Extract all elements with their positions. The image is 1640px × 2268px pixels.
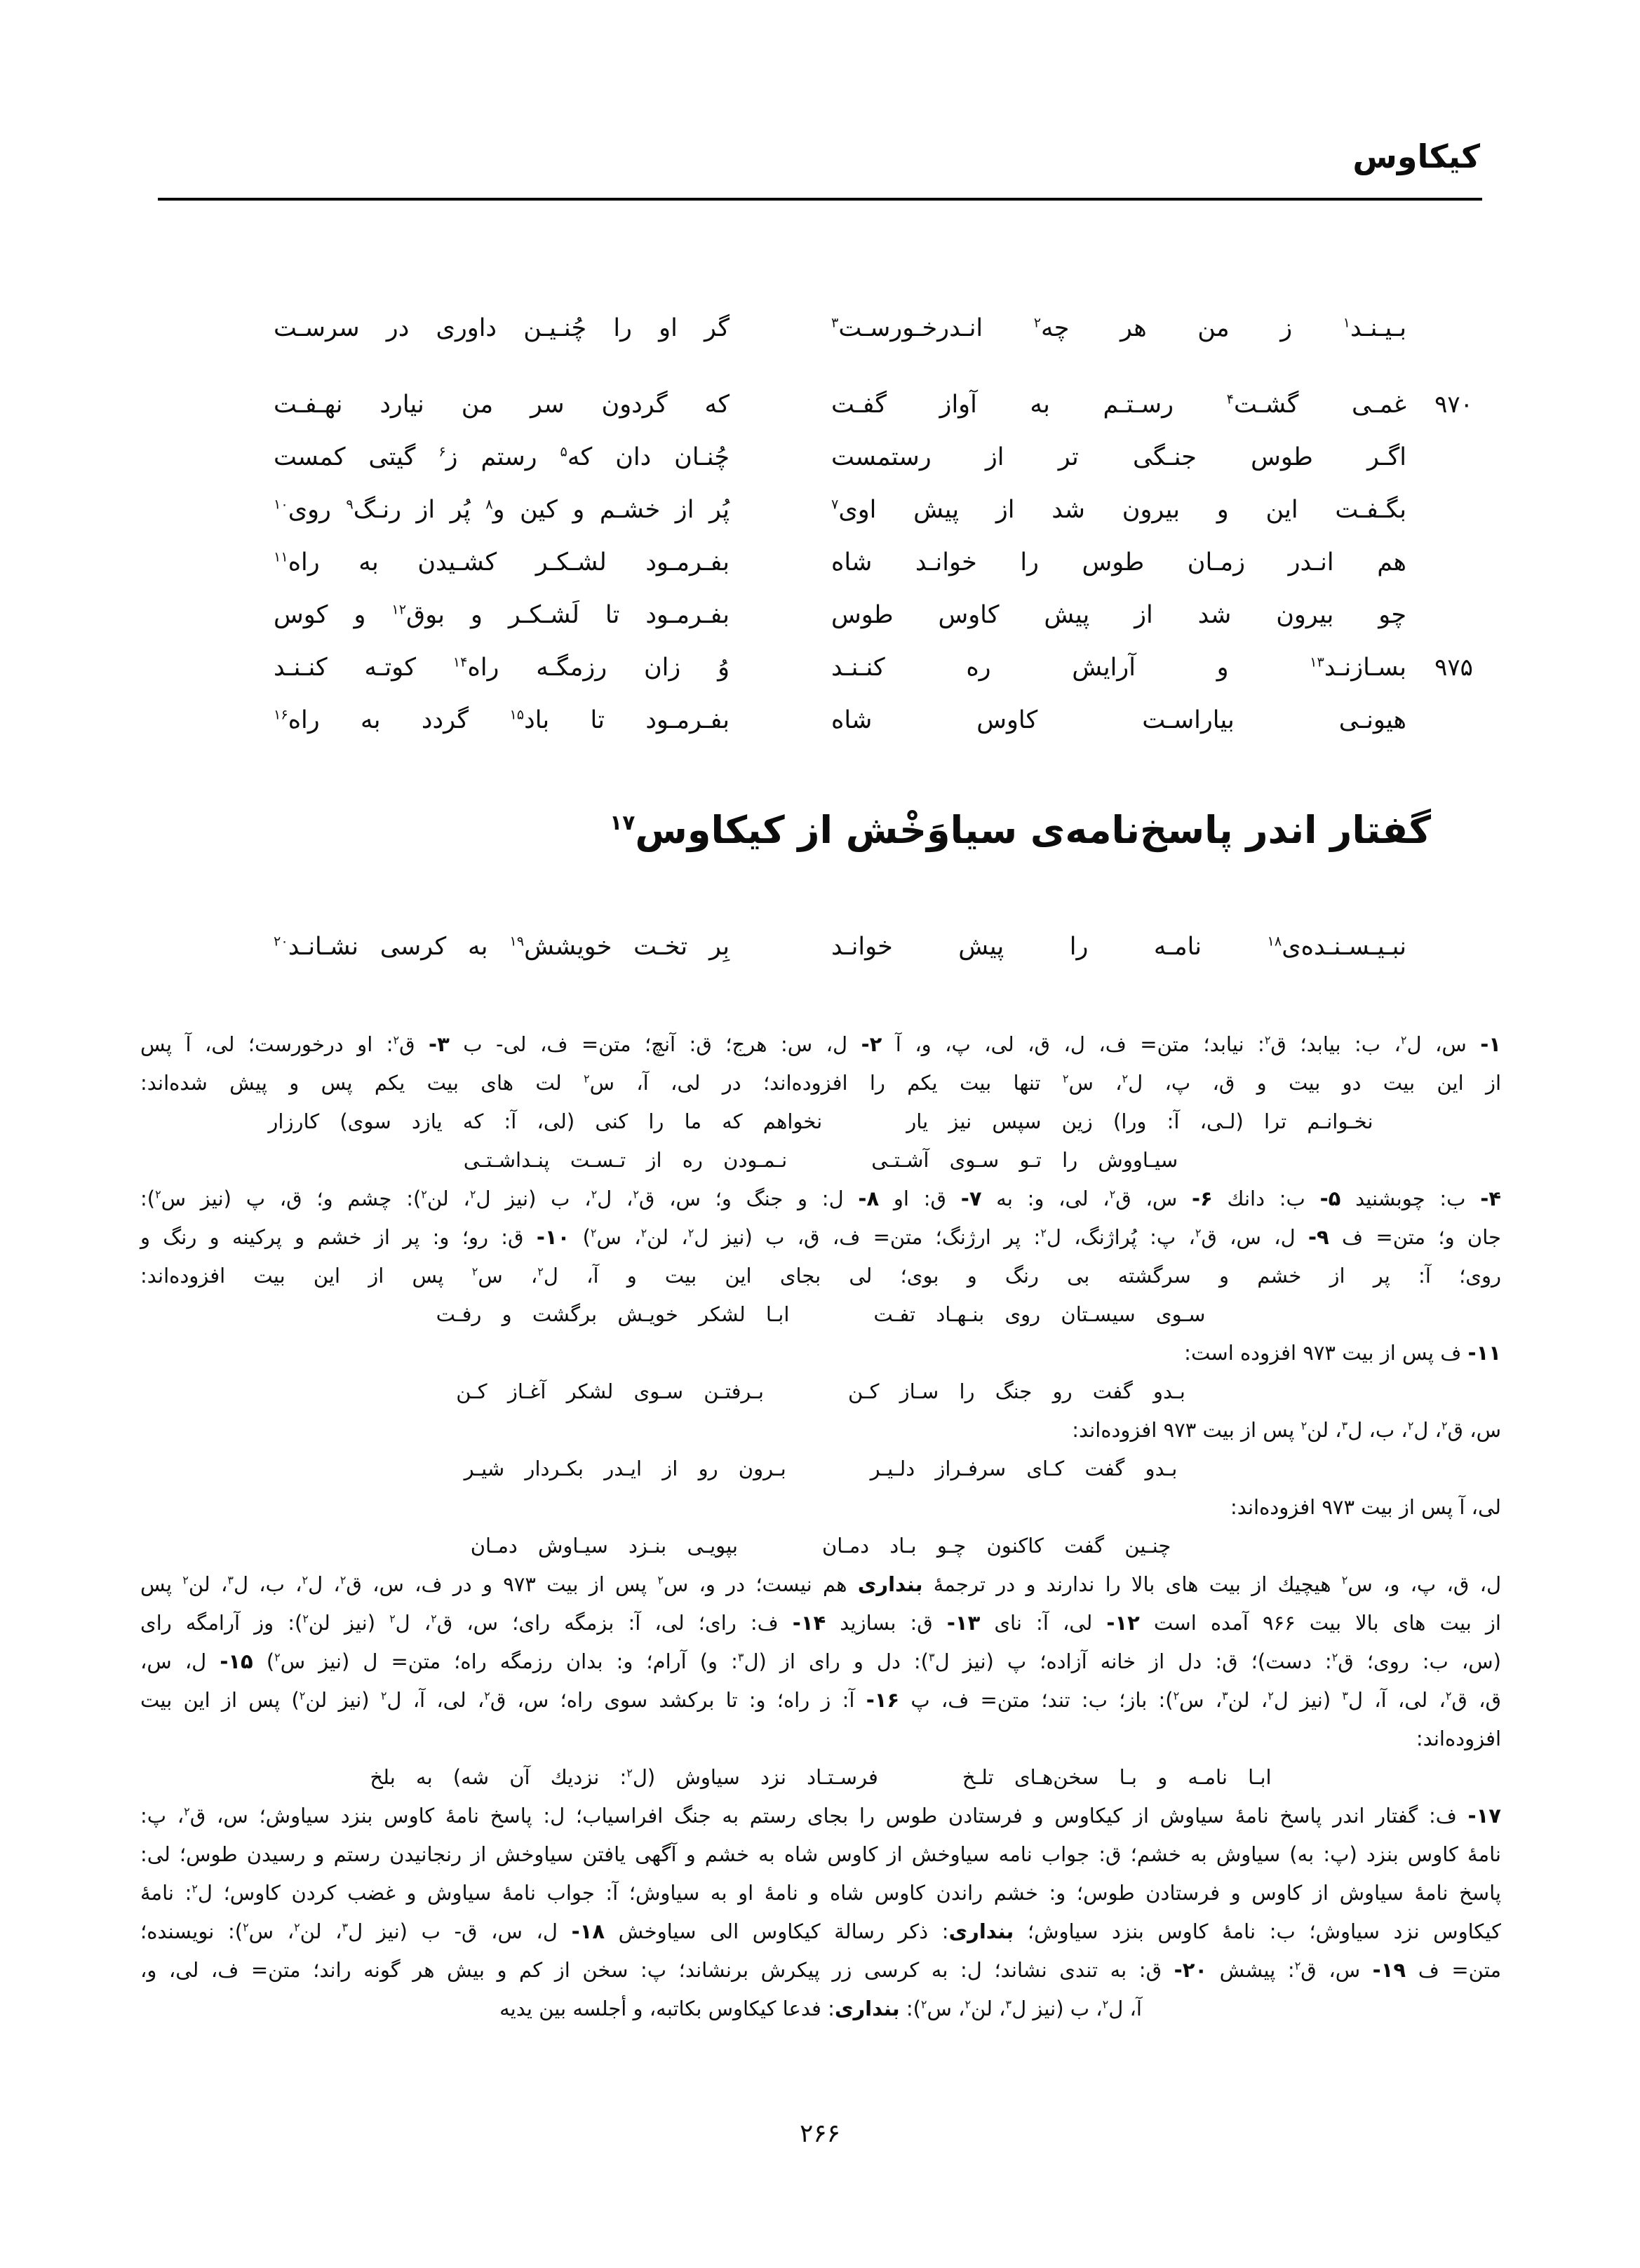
quote-hemistich-left: نـمـودن ره از تـسـت پنـداشـتـی [463,1148,788,1172]
apparatus-line: ۱۱- ف پس از بیت ۹۷۳ افزوده است: [1184,1341,1501,1365]
hemistich-right: هیونـی بیاراسـت کاوس شاه [831,706,1406,734]
apparatus-line: افزوده‌اند: [1416,1727,1501,1750]
apparatus-verse-quote [140,1102,1501,1141]
verse-row [140,548,1501,601]
apparatus-line: جان و؛ متن= ف ۹- ل، س، ق$^۲$، پ: پُراژنگ، ل$^۲$: پر ارژنگ؛ متن= ف، ق، ب (نیز ل$^۲$، لن$^۲$، س$^۲$) ۱۰- ق: رو؛ و: پر از خشم و پرکینه و رنگ و [140,1225,1501,1249]
hemistich-right: هم انـدر زمـان طوس را خوانـد شاه [831,548,1406,576]
hemistich-left: که گردون سر من نیارد نهـفـت [274,391,730,419]
apparatus-verse-quote [140,1758,1501,1797]
verse-number: ۹۷۰ [1434,391,1473,419]
quote-hemistich-left: بپویـی بنـزد سیـاوش دمـان [470,1534,738,1558]
verse-row [140,706,1501,759]
verse-row [140,314,1501,367]
quote-hemistich-right: بـدو گفت کـای سرفـراز دلـیـر [870,1457,1178,1480]
hemistich-left: بفـرمـود لشـکـر کشـیدن به راه$^{۱۱}$ [274,548,730,576]
apparatus-verse-quote [140,1527,1501,1565]
hemistich-left: بفـرمـود تا لَشـکـر و بوق$^{۱۲}$ و کوس [274,601,730,629]
verse-row [140,391,1501,443]
apparatus-line: از این بیت دو بیت و ق، پ، ل$^۲$، س$^۲$ تنها بیت یکم را افزوده‌اند؛ در لی، آ، س$^۲$ لت های بیت یکم پس و پیش شده‌اند: [140,1071,1502,1095]
verse-row [140,496,1501,548]
hemistich-left: چُنـان دان که$^۵$ رستم ز$^۶$ گیتی کمست [274,443,730,471]
apparatus-line: آ، ل$^۲$، ب (نیز ل$^۳$، لن$^۲$، س$^۲$): بنداری: فدعا کیکاوس بکاتبه، و أجلسه بین یدیه [499,1997,1142,2020]
apparatus-verse-quote [140,1372,1501,1411]
apparatus-line: نامهٔ کاوس بنزد (پ: به) سیاوش به خشم؛ ق: جواب نامه سیاوخش از کاوس شاه به خشم و آگهی یافتن سیاوخش از رنجانیدن رستم و رسیدن طوس؛ لی: [140,1842,1501,1866]
apparatus-line: (س، ب: روی؛ ق$^۲$: دست)؛ ق: دل از خانه آزاده؛ پ (نیز ل$^۳$): دل و رای از (ل$^۳$: و) آرام؛ و: بدان رزمگه راه؛ متن= ل (نیز س$^۲$) ۱۵- ل، س، [140,1649,1501,1673]
running-head: کیکاوس [1352,137,1480,175]
verse-row [140,654,1501,706]
quote-hemistich-left: بـرفتـن سـوی لشکر آغـاز کـن [456,1379,764,1403]
apparatus-verse-quote [140,1141,1501,1180]
verse-row [140,933,1501,985]
quote-hemistich-left: بـرون رو از ایـدر بکـردار شیـر [464,1457,786,1480]
section-title: گفتار اندر پاسخ‌نامه‌ی سیاوَخْش از کیکاوس$^{۱۷}$ [610,808,1431,852]
hemistich-right: نبـیـسـنـده‌ی$^{۱۸}$ نامـه را پیش خوانـد [831,933,1406,961]
hemistich-left: گر او را چُنـیـن داوری در سرسـت [274,314,730,342]
quote-hemistich-right: بـدو گفت رو جنگ را سـاز کـن [848,1379,1185,1403]
hemistich-right: بسـازنـد$^{۱۳}$ و آرایش ره کنـنـد [831,654,1406,682]
apparatus-verse-quote [140,1450,1501,1488]
apparatus-line: روی؛ آ: پر از خشم و سرگشته بی رنگ و بوی؛ لی بجای این بیت و آ، ل$^۲$، س$^۲$ پس از این بیت افزوده‌اند: [140,1264,1502,1288]
apparatus-line: ۱- س، ل$^۲$، ب: بیابد؛ ق$^۲$: نیابد؛ متن= ف، ل، ق، لی، پ، و، آ ۲- ل، س: هرج؛ ق: آنچ؛ متن= ف، لی- ب ۳- ق$^۲$: او درخورست؛ لی، آ پس [140,1032,1501,1056]
verse-block-after-title [140,933,1501,985]
apparatus-verse-quote [140,1295,1501,1334]
quote-hemistich-left: ابـا لشکر خویـش برگشت و رفـت [436,1302,790,1326]
header-rule [158,198,1482,201]
verse-block [140,314,1501,759]
quote-hemistich-left: نخواهم که ما را کنی (لی، آ: که یازد سوی) کارزار [268,1109,823,1133]
quote-hemistich-right: ابـا نامـه و بـا سخن‌هـای تلـخ [962,1765,1272,1789]
hemistich-right: اگـر طوس جنـگی تر از رستمست [831,443,1406,471]
apparatus-line: ۱۷- ف: گفتار اندر پاسخ نامهٔ سیاوش از کیکاوس و فرستادن طوس را بجای رستم به جنگ افراسیاب؛ ل: پاسخ نامهٔ کاوس بنزد سیاوش؛ س، ق$^۲$، پ: [140,1804,1501,1828]
hemistich-right: بـیـنـد$^۱$ ز من هر چه$^۲$ انـدرخـورسـت$^۳$ [831,314,1406,342]
quote-hemistich-right: سیـاووش را تـو سـوی آشـتـی [871,1148,1178,1172]
verse-row [140,601,1501,654]
verse-row [140,443,1501,496]
apparatus-line: از بیت های بالا بیت ۹۶۶ آمده است ۱۲- لی، آ: نای ۱۳- ق: بسازید ۱۴- ف: رای؛ لی، آ: بزمگه رای؛ س، ق$^۲$، ل$^۲$ (نیز لن$^۲$): وز آرامگه رای [140,1611,1501,1635]
hemistich-left: بِر تخـت خویشش$^{۱۹}$ به کرسی نشـانـد$^{۲۰}$ [274,933,730,961]
apparatus-line: متن= ف ۱۹- س، ق$^۲$: پیشش ۲۰- ق: به تندی نشاند؛ ل: به کرسی زر پیکرش برنشاند؛ پ: سخن از کم و بیش هر گونه راند؛ متن= ف، لی، و، [140,1958,1501,1982]
page-number: ۲۶۶ [799,2119,840,2148]
quote-hemistich-right: چنـین گفت کاکنون چـو بـاد دمـان [821,1534,1171,1558]
quote-hemistich-right: نخـوانـم ترا (لـی، آ: ورا) زین سپس نیز یار [906,1109,1373,1133]
apparatus-line: س، ق$^۲$، ل$^۲$، ب، ل$^۳$، لن$^۲$ پس از بیت ۹۷۳ افزوده‌اند: [1072,1418,1501,1442]
apparatus-line: ق، ق$^۲$، لی، آ، ل$^۳$ (نیز ل$^۲$، لن$^۳$، س$^۲$): باز؛ ب: تند؛ متن= ف، پ ۱۶- آ: ز راه؛ و: تا برکشد سوی راه؛ س، ق$^۲$، لی، آ، ل$^۲$ (نیز لن$^۲$) پس از این بیت [140,1688,1501,1712]
critical-apparatus [140,1025,1501,2028]
hemistich-left: وُ زان رزمگـه راه$^{۱۴}$ کوتـه کنـنـد [274,654,730,682]
quote-hemistich-left: فرسـتـاد نزد سیاوش (ل$^۲$: نزدیك آن شه) به بلخ [370,1765,878,1789]
hemistich-right: بگـفـت این و بیرون شد از پیش اوی$^۷$ [831,496,1406,524]
hemistich-right: چو بیرون شد از پیش کاوس طوس [831,601,1406,629]
quote-hemistich-right: سـوی سیسـتان روی بنـهـاد تفـت [873,1302,1206,1326]
hemistich-left: پُر از خشـم و کین و$^۸$ پُر از رنـگ$^۹$ روی$^{۱۰}$ [274,496,730,524]
hemistich-left: بفـرمـود تا باد$^{۱۵}$ گردد به راه$^{۱۶}$ [274,706,730,734]
apparatus-line: ل، ق، پ، و، س$^۲$ هیچیك از بیت های بالا را ندارند و در ترجمهٔ بنداری هم نیست؛ در و، س$^۲$ پس از بیت ۹۷۳ و در ف، س، ق$^۲$، ل$^۲$، ب، ل$^۳$، لن$^۲$ پس [140,1572,1502,1596]
apparatus-line: ۴- ب: چوبشنید ۵- ب: دانك ۶- س، ق$^۲$، لی، و: به ۷- ق: او ۸- ل: و جنگ و؛ س، ق$^۲$، ل$^۲$، ب (نیز ل$^۲$، لن$^۲$): چشم و؛ ق، پ (نیز س$^۲$): [140,1187,1501,1210]
apparatus-line: لی، آ پس از بیت ۹۷۳ افزوده‌اند: [1230,1495,1501,1519]
apparatus-line: کیکاوس نزد سیاوش؛ ب: نامهٔ کاوس بنزد سیاوش؛ بنداری: ذکر رسالة کیکاوس الی سیاوخش ۱۸- ل، س، ق- ب (نیز ل$^۳$، لن$^۲$، س$^۲$): نویسنده؛ [140,1919,1501,1943]
hemistich-right: غمـی گشـت$^۴$ رسـتـم به آواز گفـت [831,391,1406,419]
verse-number: ۹۷۵ [1434,654,1473,682]
apparatus-line: پاسخ نامهٔ سیاوش از کاوس و فرستادن طوس؛ و: خشم راندن کاوس شاه و نامهٔ او به سیاوش؛ آ: جواب نامهٔ سیاوش و غضب کردن کاوس؛ ل$^۲$: نامهٔ [140,1881,1501,1905]
